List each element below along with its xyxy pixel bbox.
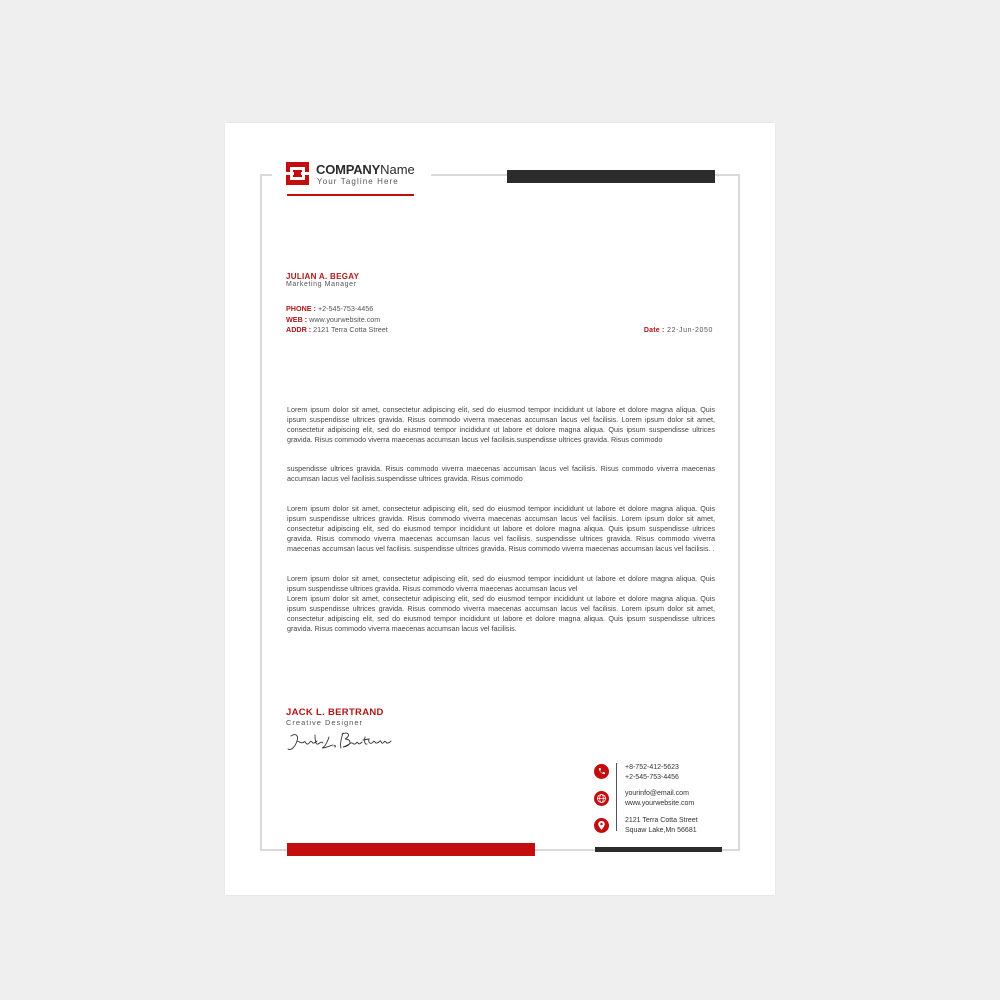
footer-address-1: 2121 Terra Cotta Street [625,817,698,824]
logo-icon [286,162,309,185]
sender-web: www.yourwebsite.com [309,315,381,324]
frame-left-line [260,174,262,851]
date-label: Date : [643,327,665,334]
address-label: ADDR : [286,325,312,334]
footer-email: yourinfo@email.com [625,790,689,797]
sender-address: 2121 Terra Cotta Street [313,325,388,334]
body-paragraph-1: Lorem ipsum dolor sit amet, consectetur adipiscing elit, sed do eiusmod tempor incididunt ut labore et dolore magna aliqua. Quis ipsum suspendisse ultrices gravida. Risus commodo viverra maecenas accumsan lacus vel facilisis. Lorem ipsum dolor sit amet, consectetur adipiscing elit, sed do eiusmod tempor incididunt ut labore et dolore magna aliqua. Quis ipsum suspendisse ultrices gravida. Risus commodo viverra maecenas accumsan lacus vel facilisis.suspendisse ultrices gravida. Risus commodo [287,405,715,444]
footer-website: www.yourwebsite.com [625,799,695,807]
footer-phone-2: +2-545-753-4456 [625,773,679,781]
company-name [316,163,415,177]
frame-top-right-line [714,174,739,176]
footer-phone-block [625,763,679,782]
logo-underline [287,194,414,196]
body-paragraph-4 [287,574,715,633]
footer-phone-1: +8-752-412-5623 [625,764,679,771]
globe-icon [594,791,609,806]
letter-date [644,327,713,334]
header-dark-bar [507,170,715,183]
company-name-strong: COMPANY [316,162,381,177]
web-label: WEB : [286,315,308,324]
footer-address-block [625,816,698,835]
letterhead-page [225,123,775,895]
footer-web-block [625,789,694,808]
company-tagline: Your Tagline Here [317,177,399,186]
sender-web-row [286,315,380,324]
phone-icon [594,764,609,779]
closing-role: Creative Designer [286,718,364,727]
location-pin-icon [594,818,609,833]
frame-top-middle-line [431,174,508,176]
closing-name: JACK L. BERTRAND [286,707,384,718]
frame-top-left-line [261,174,272,176]
body-paragraph-2: suspendisse ultrices gravida. Risus commodo viverra maecenas accumsan lacus vel facilisis. Risus commodo viverra maecenas accumsan lacus vel facilisis.suspendisse ultrices gravida. Risus commodo [287,464,715,483]
frame-right-line [738,174,740,851]
footer-address-2: Squaw Lake,Mn 56681 [625,826,697,834]
date-value: 22-Jun-2050 [667,327,713,334]
footer-red-bar [287,843,535,856]
body-paragraph-4-line-2: Lorem ipsum dolor sit amet, consectetur adipiscing elit, sed do eiusmod tempor incididunt ut labore et dolore magna aliqua. Quis ipsum suspendisse ultrices gravida. Risus commodo viverra maecenas accumsan lacus vel facilisis. Lorem ipsum dolor sit amet, consectetur adipiscing elit, sed do eiusmod tempor incididunt ut labore et dolore magna aliqua. Quis ipsum suspendisse ultrices gravida. Risus commodo viverra maecenas accumsan lacus vel facilisis. [287,593,715,633]
sender-address-row [286,325,388,334]
handwritten-signature [285,727,397,757]
company-name-light: Name [380,162,415,177]
phone-label: PHONE : [286,304,316,313]
body-paragraph-3: Lorem ipsum dolor sit amet, consectetur adipiscing elit, sed do eiusmod tempor incididunt ut labore et dolore magna aliqua. Quis ipsum suspendisse ultrices gravida. Risus commodo viverra maecenas accumsan lacus vel facilisis. Lorem ipsum dolor sit amet, consectetur adipiscing elit, sed do eiusmod tempor incididunt ut labore et dolore magna aliqua. Quis ipsum suspendisse ultrices gravida. Risus commodo viverra maecenas accumsan lacus vel facilisis. suspendisse ultrices gravida. Risus commodo viverra maecenas accumsan lacus vel facilisis. suspendisse ultrices gravida. Risus commodo viverra maecenas accumsan lacus vel facilisis. . [287,504,715,553]
contact-divider [616,763,617,831]
sender-phone-row [286,304,373,313]
footer-dark-bar [595,847,722,852]
sender-phone: +2-545-753-4456 [317,304,374,313]
sender-name: JULIAN A. BEGAY [286,272,360,281]
body-paragraph-4-line-1: Lorem ipsum dolor sit amet, consectetur adipiscing elit, sed do eiusmod tempor incididunt ut labore et dolore magna aliqua. Quis ipsum suspendisse ultrices gravida. Risus commodo viverra maecenas accumsan lacus vel [287,574,715,593]
sender-role: Marketing Manager [286,281,357,288]
